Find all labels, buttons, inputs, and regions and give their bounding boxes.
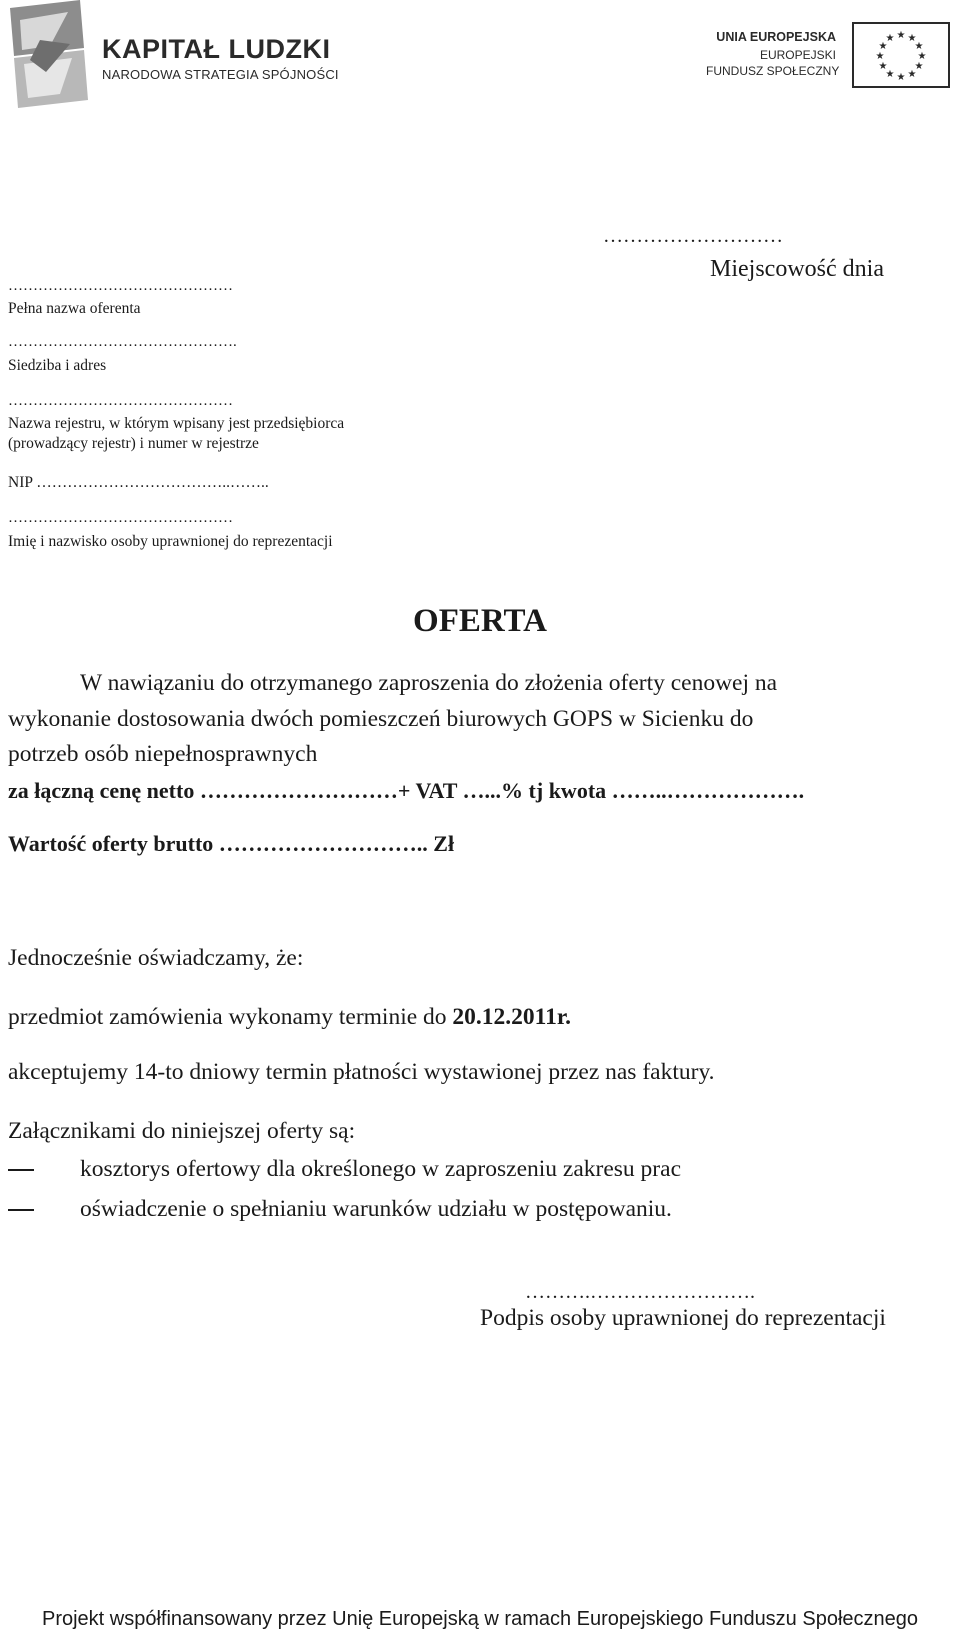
attachments-intro: Załącznikami do niniejszej oferty są:: [8, 1118, 356, 1144]
svg-text:★: ★: [914, 61, 924, 72]
gross-value-line: Wartość oferty brutto ……………………….. Zł: [8, 831, 455, 856]
offerer-nip: NIP ………………………………..……..: [8, 474, 269, 491]
svg-text:★: ★: [896, 30, 906, 41]
kapital-ludzki-subtitle: NARODOWA STRATEGIA SPÓJNOŚCI: [102, 67, 339, 82]
list-dash-icon: [8, 1209, 34, 1211]
completion-term-date: 20.12.2011r.: [452, 1004, 572, 1030]
svg-text:★: ★: [914, 41, 924, 52]
offerer-register-dots: ………………………………………: [8, 393, 233, 409]
footer-funding-note: Projekt współfinansowany przez Unię Europejską w ramach Europejskiego Funduszu Społecznego: [41, 1608, 919, 1630]
offerer-person-dots: ………………………………………: [8, 510, 233, 526]
attachment-item-1: kosztorys ofertowy dla określonego w zaproszeniu zakresu prac: [80, 1156, 681, 1182]
attachment-item-2: oświadczenie o spełnianiu warunków udziału w postępowaniu.: [80, 1196, 672, 1222]
svg-text:★: ★: [896, 72, 906, 83]
offerer-name-dots: ………………………………………: [8, 278, 233, 294]
signature-dots: ……….…………………….: [525, 1281, 755, 1303]
offerer-address-dots: ……………………………………….: [8, 334, 237, 350]
svg-text:★: ★: [907, 33, 917, 44]
svg-text:★: ★: [917, 51, 927, 62]
intro-line-1: W nawiązaniu do otrzymanego zaproszenia do złożenia oferty cenowej na: [80, 670, 778, 696]
list-dash-icon: [8, 1169, 34, 1171]
offerer-person-label: Imię i nazwisko osoby uprawnionej do reprezentacji: [8, 533, 333, 550]
eu-logo-line-1: UNIA EUROPEJSKA: [716, 30, 836, 44]
eu-flag-icon: [852, 22, 950, 88]
svg-text:★: ★: [885, 33, 895, 44]
offerer-register-label-1: Nazwa rejestru, w którym wpisany jest przedsiębiorca: [8, 415, 345, 432]
eu-logo-line-2: EUROPEJSKI: [759, 48, 836, 62]
offerer-register-label-2: (prowadzący rejestr) i numer w rejestrze: [8, 435, 259, 452]
net-price-line: za łączną cenę netto ………………………+ VAT …...% tj kwota ……..……………….: [8, 778, 805, 803]
kapital-ludzki-title: KAPITAŁ LUDZKI: [102, 34, 331, 64]
svg-text:★: ★: [907, 69, 917, 80]
completion-term: [8, 1004, 571, 1031]
place-date-label: Miejscowość dnia: [710, 256, 884, 282]
declaration-intro: Jednocześnie oświadczamy, że:: [8, 945, 304, 971]
offerer-address-label: Siedziba i adres: [8, 357, 107, 374]
completion-term-text: przedmiot zamówienia wykonamy terminie do: [8, 1004, 453, 1030]
svg-text:★: ★: [878, 41, 888, 52]
document-title: OFERTA: [413, 603, 547, 639]
intro-line-2: wykonanie dostosowania dwóch pomieszczeń biurowych GOPS w Sicienku do: [8, 706, 754, 732]
signature-label: Podpis osoby uprawnionej do reprezentacji: [480, 1305, 886, 1331]
offerer-name-label: Pełna nazwa oferenta: [8, 300, 141, 317]
svg-text:★: ★: [875, 51, 885, 62]
payment-term: akceptujemy 14-to dniowy termin płatności wystawionej przez nas faktury.: [8, 1059, 715, 1085]
place-date-dots: ………………………: [603, 225, 783, 247]
intro-line-3: potrzeb osób niepełnosprawnych: [8, 741, 318, 767]
kapital-ludzki-logo-mark: [10, 0, 90, 110]
eu-logo-line-3: FUNDUSZ SPOŁECZNY: [706, 64, 840, 78]
svg-text:★: ★: [878, 61, 888, 72]
svg-text:★: ★: [885, 69, 895, 80]
